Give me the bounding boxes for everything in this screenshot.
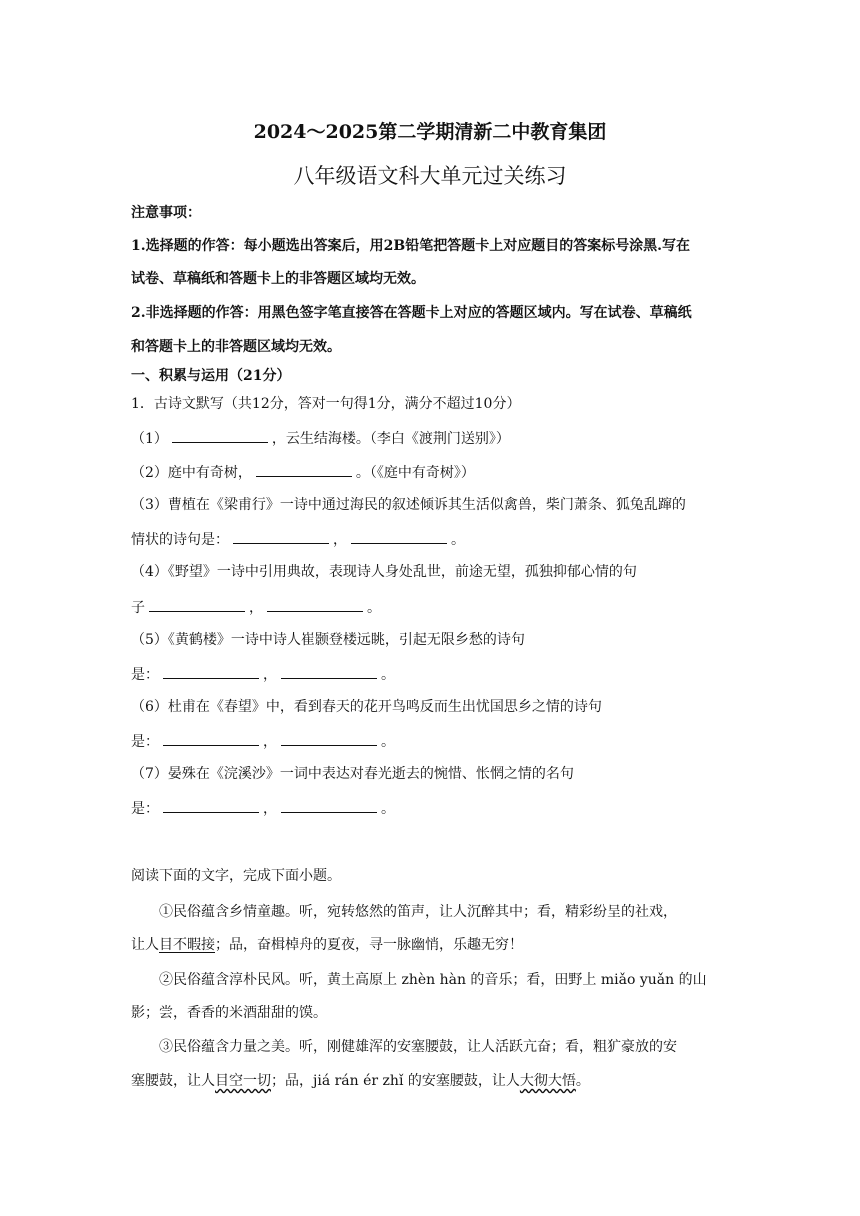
sub-question-6-line2: 是： ， 。 [131,731,741,752]
notice-item1-line1: 1.选择题的作答：每小题选出答案后，用2B铅笔把答题卡上对应题目的答案标号涂黑.写在 [131,238,691,254]
notice-item1-line2: 试卷、草稿纸和答题卡上的非答题区域均无效。 [131,271,425,287]
exam-title: 2024～2025第二学期清新二中教育集团 [253,121,607,143]
answer-blank [281,664,377,679]
paragraph-3-line1: ③民俗蕴含力量之美。听，刚健雄浑的安塞腰鼓，让人活跃亢奋；看，粗犷豪放的安 [159,1039,677,1055]
answer-blank [267,597,363,612]
paragraph-1-line2: 让人目不暇接；品，奋楫棹舟的夏夜，寻一脉幽悄，乐趣无穷！ [131,937,523,953]
answer-blank [351,529,447,544]
answer-blank [172,428,268,443]
answer-blank [149,597,245,612]
sub-question-6-line1: （6）杜甫在《春望》中，看到春天的花开鸟鸣反而生出忧国思乡之情的诗句 [131,699,602,715]
sub-question-3-line1: （3）曹植在《梁甫行》一诗中通过海民的叙述倾诉其生活似禽兽，柴门萧条、狐兔乱蹿的 [131,497,686,513]
paragraph-3-line2: 塞腰鼓，让人目空一切；品，jiá rán ér zhǐ 的安塞腰鼓，让人大彻大悟。 [131,1073,590,1089]
sub-question-5-line1: （5）《黄鹤楼》一诗中诗人崔颢登楼远眺，引起无限乡愁的诗句 [131,632,525,648]
paragraph-2-line2: 影；尝，香香的米酒甜甜的馍。 [131,1005,327,1021]
answer-blank [281,731,377,746]
notice-heading: 注意事项： [131,205,201,221]
question-1: 1．古诗文默写（共12分，答对一句得1分，满分不超过10分） [131,396,521,412]
wavy-underlined-phrase: 目空一切 [215,1073,271,1089]
sub-question-3-line2: 情状的诗句是： ， 。 [131,529,741,550]
answer-blank [233,529,329,544]
answer-blank [256,462,352,477]
underlined-phrase: 目不暇接 [159,937,215,953]
paragraph-2-line1: ②民俗蕴含淳朴民风。听，黄土高原上 zhèn hàn 的音乐；看，田野上 miǎo yuǎn 的山 [159,972,707,988]
sub-question-7-line2: 是： ， 。 [131,798,741,819]
notice-item2-line2: 和答题卡上的非答题区域均无效。 [131,339,341,355]
wavy-underlined-phrase: 大彻大悟 [519,1073,576,1089]
answer-blank [281,798,377,813]
reading-intro: 阅读下面的文字，完成下面小题。 [131,868,341,884]
section1-heading: 一、积累与运用（21分） [131,368,291,384]
notice-item2-line1: 2.非选择题的作答：用黑色签字笔直接答在答题卡上对应的答题区域内。写在试卷、草稿纸 [131,305,692,321]
sub-question-2: （2）庭中有奇树， 。（《庭中有奇树》） [131,462,741,483]
answer-blank [163,798,259,813]
answer-blank [163,731,259,746]
answer-blank [163,664,259,679]
sub-question-4-line2: 子 ， 。 [131,597,741,618]
exam-subtitle: 八年级语文科大单元过关练习 [293,164,567,188]
sub-question-7-line1: （7）晏殊在《浣溪沙》一词中表达对春光逝去的惋惜、怅惘之情的名句 [131,766,574,782]
sub-question-5-line2: 是： ， 。 [131,664,741,685]
paragraph-1-line1: ①民俗蕴含乡情童趣。听，宛转悠然的笛声，让人沉醉其中；看，精彩纷呈的社戏， [159,904,677,920]
sub-question-4-line1: （4）《野望》一诗中引用典故，表现诗人身处乱世，前途无望，孤独抑郁心情的句 [131,564,637,580]
sub-question-1: （1） ，云生结海楼。（李白《渡荆门送别》） [131,428,741,449]
